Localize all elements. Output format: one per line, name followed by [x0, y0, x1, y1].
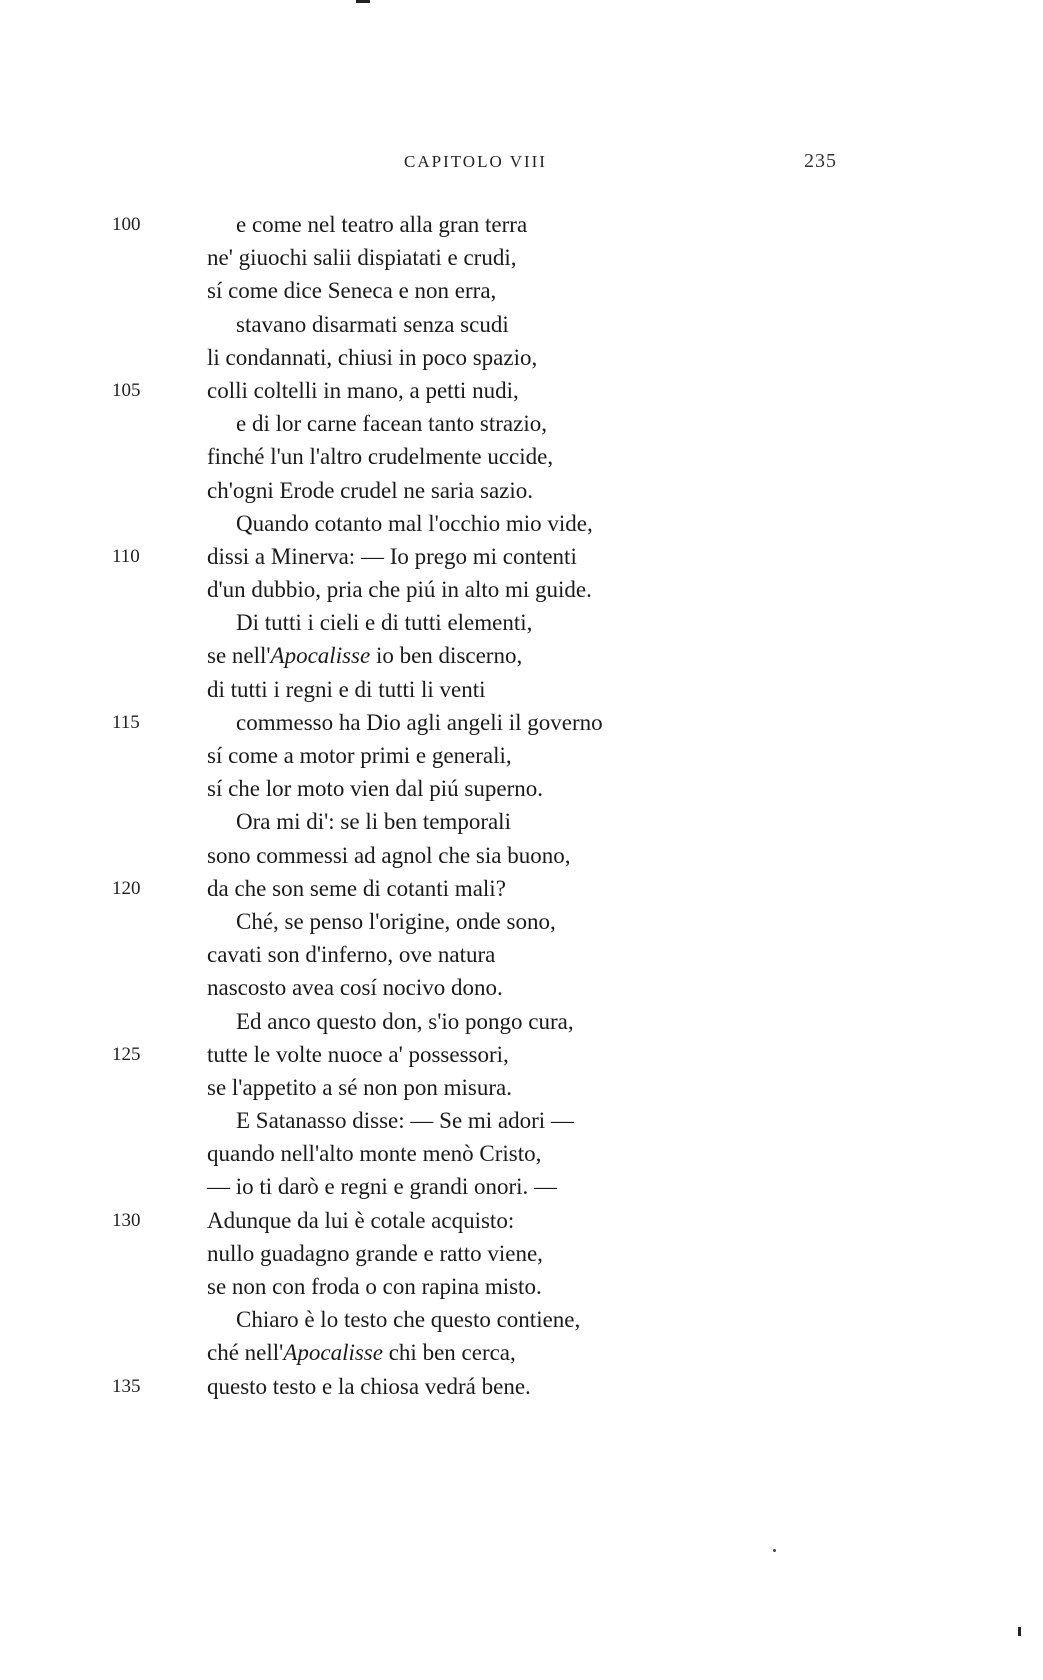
verse-text: ne' giuochi salii dispiatati e crudi, — [207, 245, 517, 271]
page-number: 235 — [804, 150, 837, 172]
verse-text: Ed anco questo don, s'io pongo cura, — [236, 1008, 574, 1034]
verse-text: sí che lor moto vien dal piú superno. — [207, 776, 543, 802]
verse-line — [0, 1270, 1043, 1303]
verse-text: dissi a Minerva: — Io prego mi contenti — [207, 543, 577, 569]
line-number: 125 — [112, 1043, 141, 1065]
verse-text: Quando cotanto mal l'occhio mio vide, — [236, 510, 593, 536]
verse-line — [0, 374, 1043, 407]
scan-mark-top — [356, 0, 370, 3]
verse-line — [0, 606, 1043, 639]
verse-line — [0, 540, 1043, 573]
italic-title: Apocalisse — [283, 1340, 383, 1366]
verse-line — [0, 507, 1043, 540]
verse-text: Chiaro è lo testo che questo contiene, — [236, 1307, 581, 1333]
verse-text: sí come dice Seneca e non erra, — [207, 278, 497, 304]
verse-text: questo testo e la chiosa vedrá bene. — [207, 1373, 531, 1399]
verse-text: nascosto avea cosí nocivo dono. — [207, 975, 503, 1001]
verse-line — [0, 1170, 1043, 1203]
verse-text: stavano disarmati senza scudi — [236, 311, 509, 337]
verse-text: Ché, se penso l'origine, onde sono, — [236, 908, 556, 934]
verse-text: di tutti i regni e di tutti li venti — [207, 676, 486, 702]
verse-text: quando nell'alto monte menò Cristo, — [207, 1141, 542, 1167]
line-number: 120 — [112, 877, 141, 899]
verse-line — [0, 706, 1043, 739]
verse-line — [0, 1370, 1043, 1403]
verse-text: e come nel teatro alla gran terra — [236, 212, 528, 237]
verse-text: Adunque da lui è cotale acquisto: — [207, 1207, 515, 1233]
verse-line — [0, 1336, 1043, 1369]
scan-speck — [773, 1549, 776, 1552]
verse-line — [0, 1071, 1043, 1104]
verse-text: cavati son d'inferno, ove natura — [207, 942, 496, 968]
verse-text: se nell'Apocalisse io ben discerno, — [207, 643, 523, 669]
verse-text: finché l'un l'altro crudelmente uccide, — [207, 444, 554, 470]
verse-line — [0, 208, 1043, 241]
verse-line — [0, 308, 1043, 341]
line-number: 135 — [112, 1375, 141, 1397]
verse-text: ch'ogni Erode crudel ne saria sazio. — [207, 477, 534, 503]
verse-line — [0, 573, 1043, 606]
verse-line — [0, 1038, 1043, 1071]
line-number: 115 — [112, 711, 140, 733]
verse-line — [0, 274, 1043, 307]
verse-line — [0, 407, 1043, 440]
line-number: 100 — [112, 214, 141, 235]
verse-line — [0, 673, 1043, 706]
verse-text: se non con froda o con rapina misto. — [207, 1274, 542, 1299]
verse-line — [0, 241, 1043, 274]
verse-line — [0, 739, 1043, 772]
line-number: 130 — [112, 1209, 141, 1231]
verse-line — [0, 1204, 1043, 1237]
verse-text: colli coltelli in mano, a petti nudi, — [207, 377, 519, 403]
verse-text: d'un dubbio, pria che piú in alto mi guide. — [207, 577, 592, 603]
verse-line — [0, 341, 1043, 374]
verse-text: E Satanasso disse: — Se mi adori — — [236, 1108, 574, 1134]
verse-text: sono commessi ad agnol che sia buono, — [207, 842, 571, 868]
verse-line — [0, 1303, 1043, 1336]
verse-text: Ora mi di': se li ben temporali — [236, 809, 511, 835]
verse-text: ché nell'Apocalisse chi ben cerca, — [207, 1340, 516, 1366]
verse-line — [0, 772, 1043, 805]
verse-text: tutte le volte nuoce a' possessori, — [207, 1041, 509, 1067]
verse-text: — io ti darò e regni e grandi onori. — — [207, 1174, 558, 1200]
verse-line — [0, 1104, 1043, 1137]
verse-line — [0, 872, 1043, 905]
verse-line — [0, 440, 1043, 473]
verse-line — [0, 971, 1043, 1004]
poem-body — [0, 208, 1043, 1403]
verse-line — [0, 938, 1043, 971]
chapter-title: CAPITOLO VIII — [404, 152, 547, 171]
verse-line — [0, 839, 1043, 872]
running-head — [0, 152, 1043, 182]
line-number: 105 — [112, 379, 141, 401]
verse-line — [0, 639, 1043, 672]
italic-title: Apocalisse — [270, 643, 371, 669]
verse-text: sí come a motor primi e generali, — [207, 743, 512, 768]
verse-text: commesso ha Dio agli angeli il governo — [236, 709, 603, 735]
verse-text: se l'appetito a sé non pon misura. — [207, 1074, 512, 1100]
verse-line — [0, 474, 1043, 507]
line-number: 110 — [112, 545, 140, 567]
verse-line — [0, 805, 1043, 838]
verse-text: Di tutti i cieli e di tutti elementi, — [236, 610, 533, 636]
scan-speck — [1018, 1627, 1021, 1636]
verse-text: li condannati, chiusi in poco spazio, — [207, 344, 538, 370]
verse-line — [0, 1137, 1043, 1170]
verse-text: nullo guadagno grande e ratto viene, — [207, 1240, 543, 1266]
verse-line — [0, 1005, 1043, 1038]
verse-line — [0, 905, 1043, 938]
verse-text: da che son seme di cotanti mali? — [207, 875, 506, 901]
verse-text: e di lor carne facean tanto strazio, — [236, 411, 547, 437]
verse-line — [0, 1237, 1043, 1270]
